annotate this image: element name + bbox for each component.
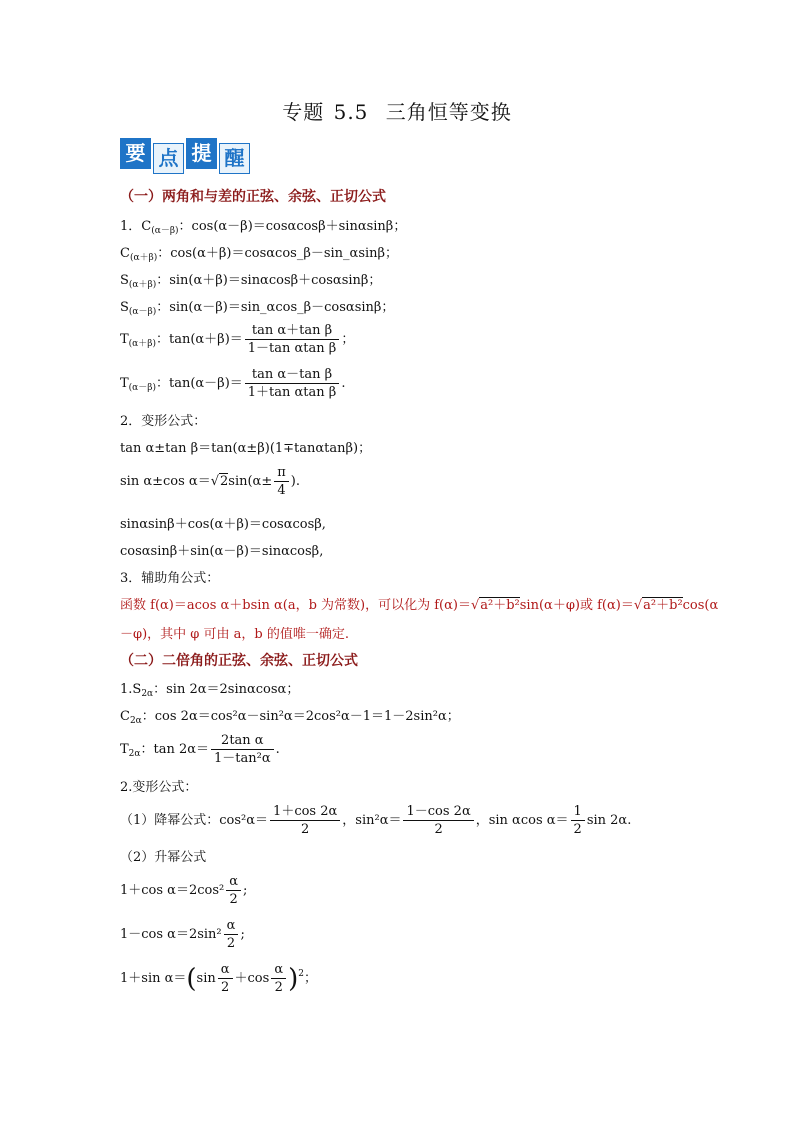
- formula-one-plus-sin: [120, 961, 317, 996]
- formula-tan-sum-variant: tan α±tan β＝tan(α±β)(1∓tanαtanβ)；: [120, 441, 372, 456]
- formula-subscript: (α－β): [128, 307, 157, 317]
- formula-text: sin: [196, 971, 216, 986]
- key-points-badge: [120, 138, 252, 174]
- fraction: [245, 322, 340, 357]
- variant-formulas-heading-2: 2.变形公式：: [120, 780, 198, 795]
- formula-text: ：sin(α－β)＝sin_αcos_β－cosαsinβ；: [156, 300, 395, 315]
- fraction-numerator: π: [274, 464, 289, 482]
- formula-c-double: [120, 705, 460, 726]
- item-number: 1．: [120, 219, 142, 234]
- fraction: [571, 803, 585, 838]
- fraction-numerator: 2tan α: [211, 732, 274, 750]
- formula-end: ;: [240, 927, 245, 942]
- fraction-denominator: 2: [434, 822, 443, 837]
- fraction-denominator: 1＋tan αtan β: [247, 385, 337, 400]
- formula-c-minus: [120, 215, 406, 236]
- fraction: [211, 732, 274, 767]
- formula-text: ：cos(α＋β)＝cosαcos_β－sin_αsinβ；: [157, 246, 399, 261]
- section-2-heading: （二）二倍角的正弦、余弦、正切公式: [120, 653, 358, 669]
- fraction-denominator: 2: [301, 822, 310, 837]
- formula-label: 1.S: [120, 682, 142, 697]
- formula-label: T: [120, 332, 129, 347]
- formula-text: sin α±cos α＝: [120, 474, 211, 489]
- formula-end: sin 2α.: [586, 813, 632, 828]
- formula-text: ，sin²α＝: [342, 813, 402, 828]
- title-name: 三角恒等变换: [385, 100, 512, 124]
- formula-s-plus: [120, 269, 381, 290]
- formula-text: （1）降幂公式：cos²α＝: [120, 813, 269, 828]
- formula-end: ；: [303, 971, 317, 986]
- auxiliary-angle-note: －φ)，其中 φ 可由 a，b 的值唯一确定.: [120, 627, 350, 642]
- formula-text: sin(α＋φ)或 f(α)＝: [519, 598, 634, 613]
- fraction: [271, 961, 286, 996]
- formula-text: ：sin(α＋β)＝sinαcosβ＋cosαsinβ；: [156, 273, 382, 288]
- section-1-heading: （一）两角和与差的正弦、余弦、正切公式: [120, 189, 386, 205]
- fraction: [245, 366, 340, 401]
- auxiliary-angle-formula: 函数 f(α)＝acos α＋bsin α(a，b 为常数)，可以化为 f(α)＝√a²＋b²sin(α＋φ)或 f(α)＝√a²＋b²cos(α: [120, 598, 719, 613]
- formula-text: cos(α: [682, 598, 719, 613]
- formula-end: ；: [341, 332, 355, 347]
- formula-text: ：sin 2α＝2sinαcosα；: [153, 682, 300, 697]
- formula-subscript: (α－β): [151, 226, 179, 236]
- formula-label: S: [120, 300, 129, 315]
- fraction-numerator: tan α＋tan β: [245, 322, 340, 340]
- fraction: [270, 803, 340, 838]
- formula-text: 函数 f(α)＝acos α＋bsin α(a，b 为常数)，可以化为 f(α)＝: [120, 598, 471, 613]
- formula-t-plus: [120, 322, 354, 357]
- title-prefix: 专题: [282, 100, 325, 124]
- formula-text: ，sin αcos α＝: [475, 813, 569, 828]
- formula-end: .: [275, 742, 280, 757]
- formula-label: T: [120, 742, 129, 757]
- formula-subscript: 2α: [141, 689, 154, 699]
- formula-variant-3: sinαsinβ＋cos(α＋β)＝cosαcosβ,: [120, 517, 326, 532]
- formula-label: T: [120, 376, 129, 391]
- formula-subscript: (α＋β): [128, 339, 156, 349]
- fraction: [218, 961, 233, 996]
- fraction: [403, 803, 473, 838]
- formula-text: ：cos(α－β)＝cosαcosβ＋sinαsinβ；: [178, 219, 407, 234]
- formula-end: .: [341, 376, 346, 391]
- formula-sin-cos-sum: sin α±cos α＝√2sin(α± $\frac{\pi}{4}$ ).: [120, 465, 300, 498]
- fraction-numerator: α: [218, 961, 233, 979]
- close-paren: ): [288, 964, 299, 994]
- formula-label: C: [141, 219, 152, 234]
- page-title: [0, 96, 794, 125]
- formula-text: ＋cos: [234, 971, 270, 986]
- formula-one-minus-cos: [120, 917, 245, 952]
- fraction: [224, 917, 239, 952]
- formula-text: sin(α±: [228, 474, 273, 489]
- formula-one-plus-cos: [120, 873, 247, 908]
- title-number: 5.5: [333, 100, 369, 124]
- fraction: [274, 464, 289, 499]
- formula-text: ：cos 2α＝cos²α－sin²α＝2cos²α－1＝1－2sin²α；: [141, 709, 460, 724]
- formula-subscript: (α－β): [128, 383, 156, 393]
- formula-subscript: (α＋β): [129, 253, 158, 263]
- fraction-denominator: 2: [221, 980, 230, 995]
- formula-text: 1＋cos α＝2cos²: [120, 883, 225, 898]
- formula-text: 1－cos α＝2sin²: [120, 927, 222, 942]
- formula-label: S: [120, 273, 129, 288]
- exponent: 2: [298, 969, 304, 979]
- sqrt-radicand: 2: [220, 474, 229, 489]
- open-paren: (: [186, 964, 197, 994]
- formula-subscript: 2α: [129, 716, 142, 726]
- power-raising-heading: （2）升幂公式: [120, 850, 207, 865]
- formula-subscript: 2α: [128, 749, 141, 759]
- fraction-denominator: 4: [277, 483, 286, 498]
- formula-subscript: (α＋β): [128, 280, 157, 290]
- fraction-numerator: 1＋cos 2α: [270, 803, 340, 821]
- formula-t-double: [120, 732, 280, 767]
- badge-char-2: 点: [153, 143, 184, 174]
- formula-text: ：tan 2α＝: [140, 742, 210, 757]
- formula-label: C: [120, 246, 130, 261]
- fraction-numerator: 1－cos 2α: [403, 803, 473, 821]
- formula-text: 1＋sin α＝: [120, 971, 187, 986]
- formula-end: ).: [290, 474, 300, 489]
- fraction-denominator: 2: [229, 892, 238, 907]
- formula-end: ;: [243, 883, 248, 898]
- formula-c-plus: [120, 242, 398, 263]
- formula-label: C: [120, 709, 130, 724]
- badge-char-1: 要: [120, 138, 151, 169]
- fraction-numerator: α: [271, 961, 286, 979]
- sqrt-radicand: a²＋b²: [480, 598, 520, 613]
- formula-s-double: [120, 678, 299, 699]
- sqrt-radicand: a²＋b²: [643, 598, 683, 613]
- fraction-denominator: 2: [573, 822, 582, 837]
- fraction-numerator: α: [224, 917, 239, 935]
- fraction-denominator: 1－tan²α: [214, 751, 271, 766]
- fraction: [226, 873, 241, 908]
- badge-char-3: 提: [186, 138, 217, 169]
- variant-formulas-heading: 2．变形公式：: [120, 414, 207, 429]
- formula-s-minus: [120, 296, 394, 317]
- badge-char-4: 醒: [219, 143, 250, 174]
- auxiliary-angle-heading: 3．辅助角公式：: [120, 571, 220, 586]
- fraction-denominator: 2: [274, 980, 283, 995]
- fraction-denominator: 1－tan αtan β: [247, 341, 337, 356]
- fraction-numerator: 1: [571, 803, 585, 821]
- formula-text: ：tan(α－β)＝: [155, 376, 243, 391]
- formula-text: ：tan(α＋β)＝: [155, 332, 243, 347]
- formula-t-minus: [120, 366, 345, 401]
- formula-variant-4: cosαsinβ＋sin(α－β)＝sinαcosβ,: [120, 544, 324, 559]
- power-reduction-formulas: [120, 803, 631, 838]
- fraction-numerator: tan α－tan β: [245, 366, 340, 384]
- fraction-denominator: 2: [226, 936, 236, 951]
- fraction-numerator: α: [226, 873, 241, 891]
